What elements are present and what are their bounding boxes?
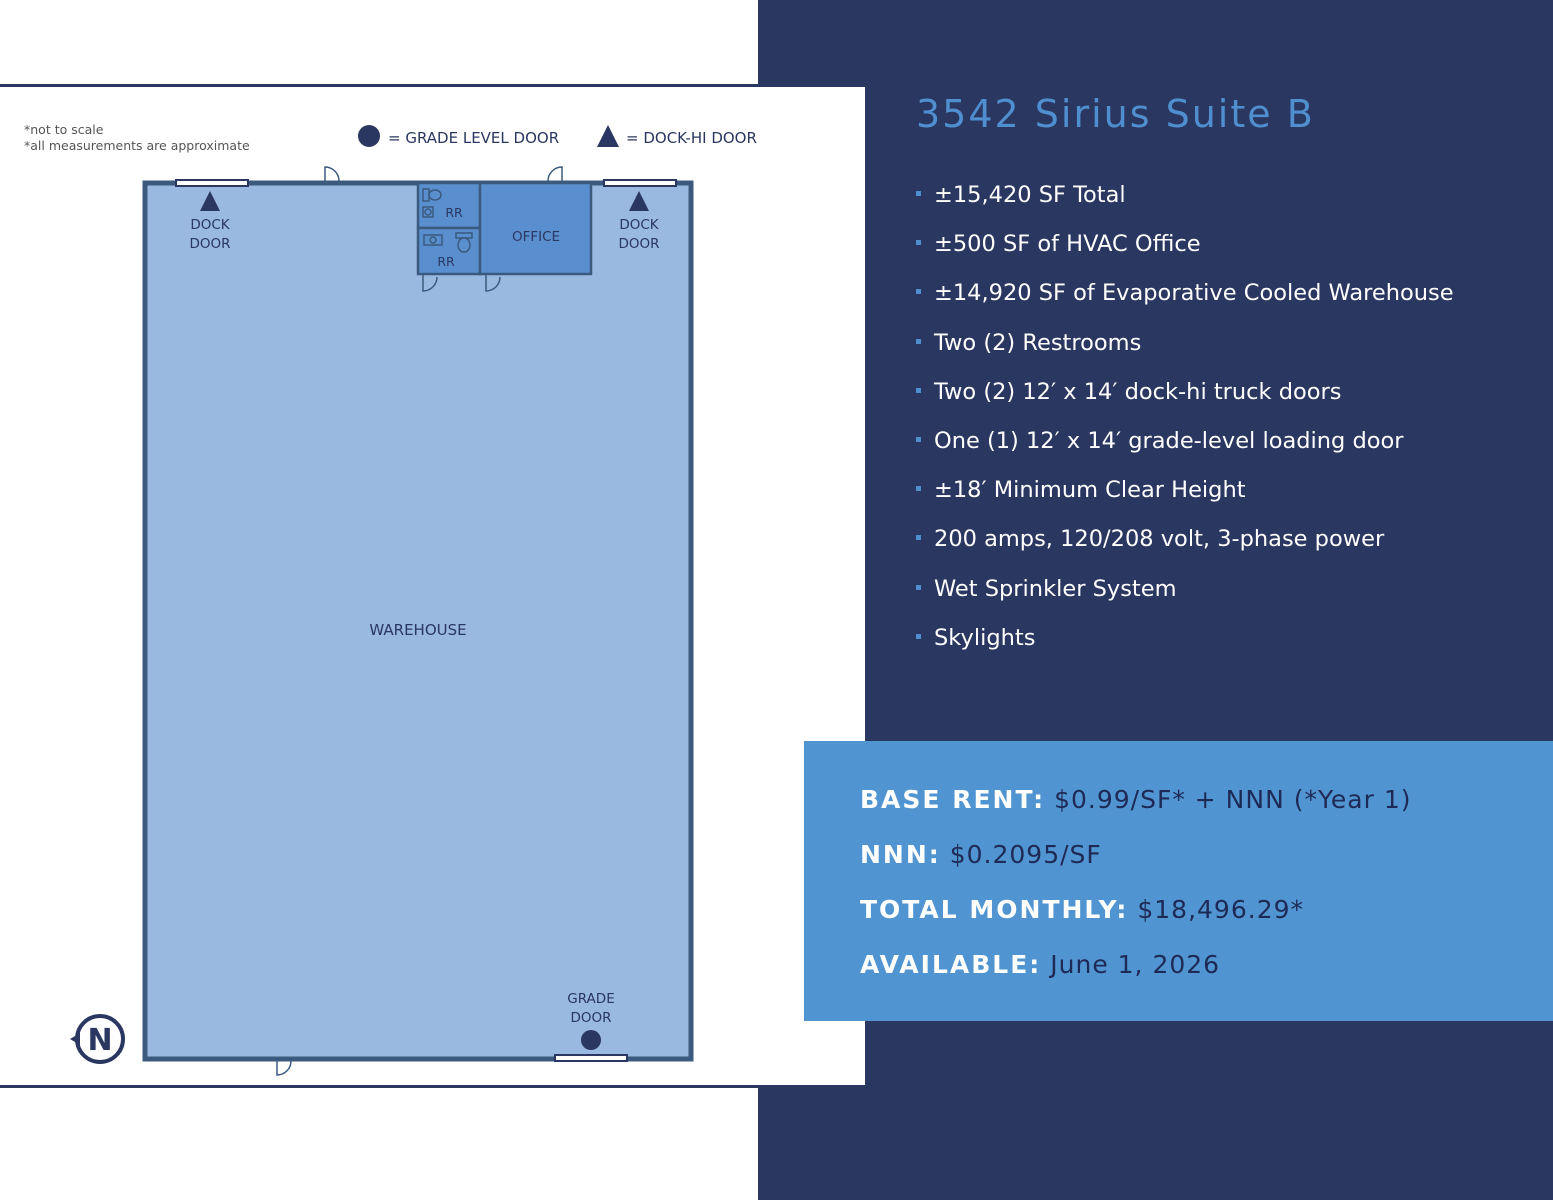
dock-door-right-label-2: DOOR xyxy=(618,236,660,252)
bullet-icon xyxy=(916,535,921,540)
compass-letter: N xyxy=(87,1023,113,1058)
bullet-icon xyxy=(916,191,921,196)
total-monthly-line xyxy=(860,895,1304,924)
grade-door-opening xyxy=(555,1055,627,1061)
warehouse-label: WAREHOUSE xyxy=(369,621,467,639)
feature-item: Skylights xyxy=(916,621,1454,670)
grade-door-icon xyxy=(581,1030,601,1050)
grade-door-legend-icon xyxy=(358,125,380,147)
feature-item: 200 amps, 120/208 volt, 3-phase power xyxy=(916,522,1454,571)
bullet-icon xyxy=(916,339,921,344)
feature-item: Wet Sprinkler System xyxy=(916,572,1454,621)
available-line xyxy=(860,950,1220,979)
office-label: OFFICE xyxy=(511,229,561,245)
floor-plan-card xyxy=(0,84,868,1088)
base-rent-label: BASE RENT: xyxy=(860,785,1046,814)
available-value: June 1, 2026 xyxy=(1050,950,1221,979)
base-rent-value: $0.99/SF* + NNN (*Year 1) xyxy=(1054,785,1412,814)
grade-door-label-2: DOOR xyxy=(570,1010,612,1026)
dock-door-legend-icon xyxy=(597,125,619,147)
base-rent-line xyxy=(860,785,1412,814)
total-monthly-value: $18,496.29* xyxy=(1137,895,1304,924)
floor-plan xyxy=(0,87,868,1091)
bullet-icon xyxy=(916,240,921,245)
restroom-lower-label: RR xyxy=(437,254,455,269)
legend-grade-level-door: = GRADE LEVEL DOOR xyxy=(388,129,560,147)
bullet-icon xyxy=(916,388,921,393)
bullet-icon xyxy=(916,289,921,294)
nnn-value: $0.2095/SF xyxy=(949,840,1102,869)
legend-dock-hi-door: = DOCK-HI DOOR xyxy=(626,129,757,147)
restroom-upper-label: RR xyxy=(445,205,463,220)
feature-item: ±500 SF of HVAC Office xyxy=(916,227,1454,276)
bullet-icon xyxy=(916,437,921,442)
dock-door-right-opening xyxy=(604,180,676,186)
rent-summary-box xyxy=(804,741,1553,1021)
dock-door-left-label-1: DOCK xyxy=(190,217,230,233)
north-compass-icon xyxy=(70,1016,123,1062)
available-label: AVAILABLE: xyxy=(860,950,1042,979)
bullet-icon xyxy=(916,634,921,639)
property-title: 3542 Sirius Suite B xyxy=(916,92,1315,136)
feature-item: Two (2) Restrooms xyxy=(916,326,1454,375)
note-not-to-scale: *not to scale xyxy=(24,122,104,137)
feature-item: One (1) 12′ x 14′ grade-level loading door xyxy=(916,424,1454,473)
feature-item: Two (2) 12′ x 14′ dock-hi truck doors xyxy=(916,375,1454,424)
total-monthly-label: TOTAL MONTHLY: xyxy=(860,895,1129,924)
feature-item: ±14,920 SF of Evaporative Cooled Warehouse xyxy=(916,276,1454,325)
nnn-label: NNN: xyxy=(860,840,941,869)
feature-list xyxy=(916,178,1454,670)
dock-door-right-label-1: DOCK xyxy=(619,217,659,233)
feature-item: ±15,420 SF Total xyxy=(916,178,1454,227)
bullet-icon xyxy=(916,486,921,491)
dock-door-left-label-2: DOOR xyxy=(189,236,231,252)
bullet-icon xyxy=(916,585,921,590)
dock-door-left-opening xyxy=(176,180,248,186)
grade-door-label-1: GRADE xyxy=(567,991,615,1007)
note-approximate: *all measurements are approximate xyxy=(24,138,250,153)
nnn-line xyxy=(860,840,1102,869)
feature-item: ±18′ Minimum Clear Height xyxy=(916,473,1454,522)
